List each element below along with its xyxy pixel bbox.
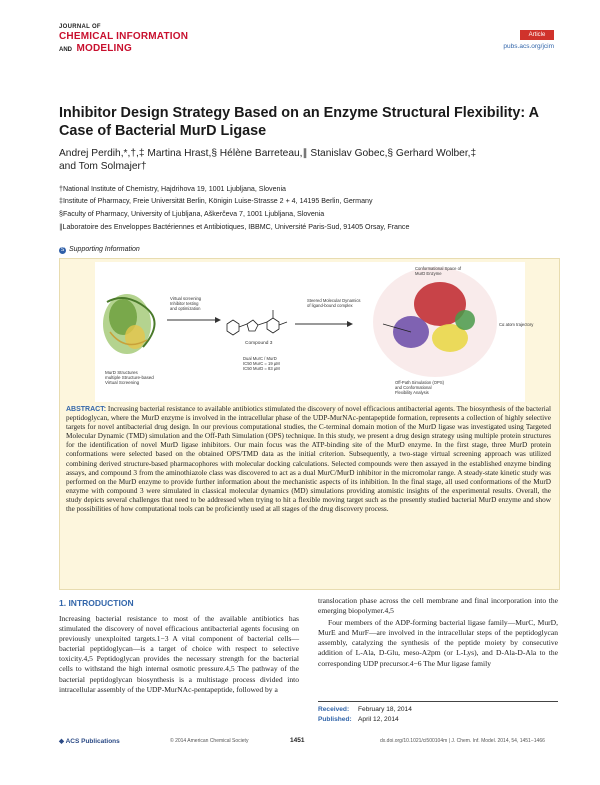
toc-top-caption: Conformational Space of MurD Enzyme	[415, 266, 462, 276]
toc-arrow-1	[167, 317, 221, 323]
toc-bottom-caption: Off-Path Simulation (OPS) and Conformational Flexibility Analysis	[395, 380, 445, 395]
authors-line-2: and Tom Solmajer†	[59, 161, 147, 172]
supporting-info-label: Supporting Information	[69, 246, 140, 253]
copyright: © 2014 American Chemical Society	[170, 738, 249, 744]
toc-mid-caption: Steered Molecular Dynamics of ligand-bound complex	[307, 298, 361, 308]
paper-title: Inhibitor Design Strategy Based on an Enzyme Structural Flexibility: A Case of Bacterial MurD Ligase	[59, 105, 539, 139]
affiliation-1: †National Institute of Chemistry, Hajdrihova 19, 1001 Ljubljana, Slovenia	[59, 185, 286, 193]
toc-ic50: Dual MurC / MurD IC50 MurC = 19 µM IC50 MurD = 83 µM	[243, 356, 280, 371]
intro-paragraph-2: Four members of the ADP-forming bacterial ligase family—MurC, MurD, MurE and MurF—are involved in the intracellular steps of the peptidoglycan assembly, catalyzing the synthesis of the peptide moiety by consecutive addition of L-Ala, D-Glu, meso-A2pm (or L-Lys), and D-Ala-D-Ala to the corresponding UDP precursor.4−6 The Mur ligase family	[318, 618, 558, 668]
abstract-text	[66, 405, 551, 514]
affiliation-4: ∥Laboratoire des Enveloppes Bactériennes et Antibiotiques, IBBMC, Université Paris-Sud, 91405 Orsay, France	[59, 223, 410, 231]
publication-dates	[318, 705, 412, 724]
acs-publisher-label: ACS Publications	[65, 738, 120, 745]
supporting-information-link[interactable]	[59, 246, 140, 254]
journal-and: AND	[59, 47, 72, 53]
journal-line1: JOURNAL OF	[59, 24, 101, 30]
received-date: February 18, 2014	[358, 706, 412, 713]
toc-figure	[95, 262, 534, 402]
affiliation-3: §Faculty of Pharmacy, University of Ljubljana, Aškerčeva 7, 1001 Ljubljana, Slovenia	[59, 210, 325, 218]
toc-right-caption: Cα atom trajectory	[499, 322, 534, 327]
dates-divider	[318, 701, 558, 702]
journal-line3: MODELING	[76, 43, 132, 54]
toc-compound-label: Compound 3	[245, 341, 273, 346]
intro-column-left: Increasing bacterial resistance to most of the available antibiotics has stimulated the discovery of novel efficacious antibacterial agents focusing on previously unexploited targets.1−3 A vital component of bacterial cells—bacterial peptidoglycan—is a target of choice with respect to selective toxicity.4,5 Peptidoglycan provides the necessary strength for the bacterial cells to withstand the high internal osmotic pressure.4,5 The pathway of the bacterial peptidoglycan biosynthesis is a multistage process divided into intracellular assembly of the UDP-MurNAc-pentapeptide, followed by a	[59, 614, 299, 694]
protein-structure-left	[103, 294, 155, 354]
affiliation-2: ‡Institute of Pharmacy, Freie Universität Berlin, Königin Luise-Strasse 2 + 4, 14195 Berlin, Germany	[59, 197, 373, 205]
page-number: 1451	[290, 737, 305, 744]
intro-paragraph-1: translocation phase across the cell membrane and final incorporation into the emerging biopolymer.4,5	[318, 596, 558, 616]
intro-column-right	[318, 596, 558, 669]
doi-citation[interactable]: dx.doi.org/10.1021/ci500104m | J. Chem. Inf. Model. 2014, 54, 1451−1466	[380, 738, 545, 744]
supporting-info-icon: S	[60, 247, 65, 253]
acs-publications-logo[interactable]	[59, 737, 120, 745]
toc-left-caption: MurD Structures multiple Structure-based Virtual Screening	[105, 370, 154, 385]
acs-logo-icon: ◆	[59, 738, 66, 745]
published-label: Published:	[318, 715, 352, 723]
section-heading: 1. INTRODUCTION	[59, 598, 134, 608]
author-list	[59, 147, 549, 173]
published-date: April 12, 2014	[358, 715, 399, 723]
abstract-label: ABSTRACT:	[66, 406, 107, 413]
journal-url[interactable]: pubs.acs.org/jcim	[503, 43, 554, 50]
protein-structure-right	[373, 267, 497, 377]
toc-arrow-caption: Virtual screening Inhibitor testing and optimization	[170, 296, 202, 311]
abstract-body: Increasing bacterial resistance to available antibiotics stimulated the discovery of novel efficacious antibacterial agents. The biosynthesis of the bacterial peptidoglycan, where the MurD enzyme is involved in the intracellular phase of the UDP-MurNAc-pentapeptide formation, represents a collection of highly selective targets for novel antibacterial drug design. In our previous computational studies, the C-terminal domain motion of the MurD ligase was investigated using Targeted Molecular Dynamic (TMD) simulation and the Off-Path Simulation (OPS) technique. In this study, we present a drug design strategy using multiple protein structures for the identification of novel MurD ligase inhibitors. Our main focus was the ATP-binding site of the MurD enzyme. In the first stage, three MurD protein conformations were selected based on the obtained OPS/TMD data as the initial criterion. Subsequently, a two-stage virtual screening approach was utilized combining derived structure-based pharmacophores with molecular docking calculations. Selected compounds were then assayed in the established enzyme binding assays, and compound 3 from the aminothiazole class was discovered to act as a dual MurC/MurD inhibitor in the micromolar range. A steady-state kinetic study was performed on the MurD enzyme to provide further information about the mechanistic aspects of its inhibition. In the final stage, all used conformations of the MurD enzyme with compound 3 were simulated in classical molecular dynamics (MD) simulations providing atomistic insights of the experimental results. Overall, the study depicts several challenges that need to be addressed when trying to hit a flexible moving target such as the presently studied bacterial MurD enzyme and show the possibilities of how computational tools can be proficiently used at all stages of the drug discovery process.	[66, 405, 551, 514]
compound-structure	[227, 310, 287, 335]
article-badge: Article	[520, 30, 554, 40]
journal-line2: CHEMICAL INFORMATION	[59, 31, 189, 42]
toc-arrow-2	[295, 321, 353, 327]
journal-logo	[59, 22, 199, 55]
authors-line-1: Andrej Perdih,*,†,‡ Martina Hrast,§ Hélène Barreteau,∥ Stanislav Gobec,§ Gerhard Wolber,‡	[59, 148, 477, 159]
toc-graphic	[95, 262, 534, 402]
received-label: Received:	[318, 706, 350, 713]
